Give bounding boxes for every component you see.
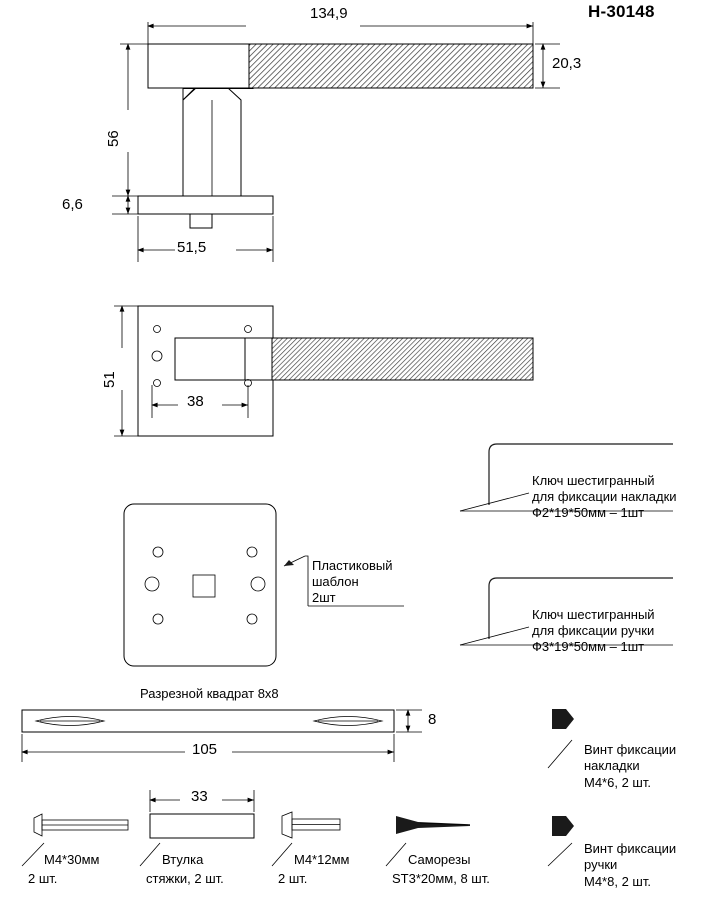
hex-key-handle-line2: для фиксации ручки bbox=[532, 623, 655, 638]
spindle-title: Разрезной квадрат 8x8 bbox=[140, 686, 279, 701]
spindle-thickness: 8 bbox=[428, 711, 437, 728]
grub-screw-plate-line2: накладки bbox=[584, 758, 640, 773]
template-callout-line2: шаблон bbox=[312, 574, 359, 589]
grub-screw-handle-line3: М4*8, 2 шт. bbox=[584, 874, 651, 889]
screw-m4-30-line2: 2 шт. bbox=[28, 871, 58, 886]
drill-template-geometry bbox=[124, 504, 404, 666]
grub-screw-plate-line1: Винт фиксации bbox=[584, 742, 677, 757]
template-callout-line1: Пластиковый bbox=[312, 558, 393, 573]
screw-m4-12-line2: 2 шт. bbox=[278, 871, 308, 886]
spindle-geometry bbox=[22, 710, 422, 762]
spindle-length: 105 bbox=[192, 741, 218, 758]
hex-key-handle-line3: Ф3*19*50мм – 1шт bbox=[532, 639, 645, 654]
side-elevation-geometry bbox=[112, 22, 560, 262]
dim-rose-width: 51,5 bbox=[177, 239, 207, 256]
self-tapping-line1: Саморезы bbox=[408, 852, 471, 867]
hex-key-plate-line3: Ф2*19*50мм – 1шт bbox=[532, 505, 645, 520]
dim-handle-diameter: 20,3 bbox=[552, 55, 582, 72]
grub-screw-handle-line2: ручки bbox=[584, 857, 618, 872]
dim-inner-width: 38 bbox=[187, 393, 204, 410]
hardware-row-geometry bbox=[22, 709, 574, 866]
screw-m4-12-line1: М4*12мм bbox=[294, 852, 350, 867]
sleeve-length: 33 bbox=[191, 788, 208, 805]
dim-handle-length: 134,9 bbox=[310, 5, 348, 22]
grub-screw-handle-line1: Винт фиксации bbox=[584, 841, 677, 856]
grub-screw-plate-line3: М4*6, 2 шт. bbox=[584, 775, 651, 790]
template-callout-line3: 2шт bbox=[312, 590, 336, 605]
dim-handle-height: 56 bbox=[105, 130, 122, 147]
hex-key-handle-line1: Ключ шестигранный bbox=[532, 607, 655, 622]
self-tapping-line2: ST3*20мм, 8 шт. bbox=[392, 871, 490, 886]
sleeve-line2: стяжки, 2 шт. bbox=[146, 871, 224, 886]
screw-m4-30-line1: М4*30мм bbox=[44, 852, 100, 867]
dim-rose-height: 51 bbox=[101, 371, 118, 388]
hex-key-plate-line2: для фиксации накладки bbox=[532, 489, 677, 504]
dim-rose-thickness: 6,6 bbox=[62, 196, 83, 213]
sleeve-line1: Втулка bbox=[162, 852, 204, 867]
top-plan-geometry bbox=[114, 306, 533, 436]
hex-key-plate-line1: Ключ шестигранный bbox=[532, 473, 655, 488]
product-code: H-30148 bbox=[588, 2, 655, 21]
